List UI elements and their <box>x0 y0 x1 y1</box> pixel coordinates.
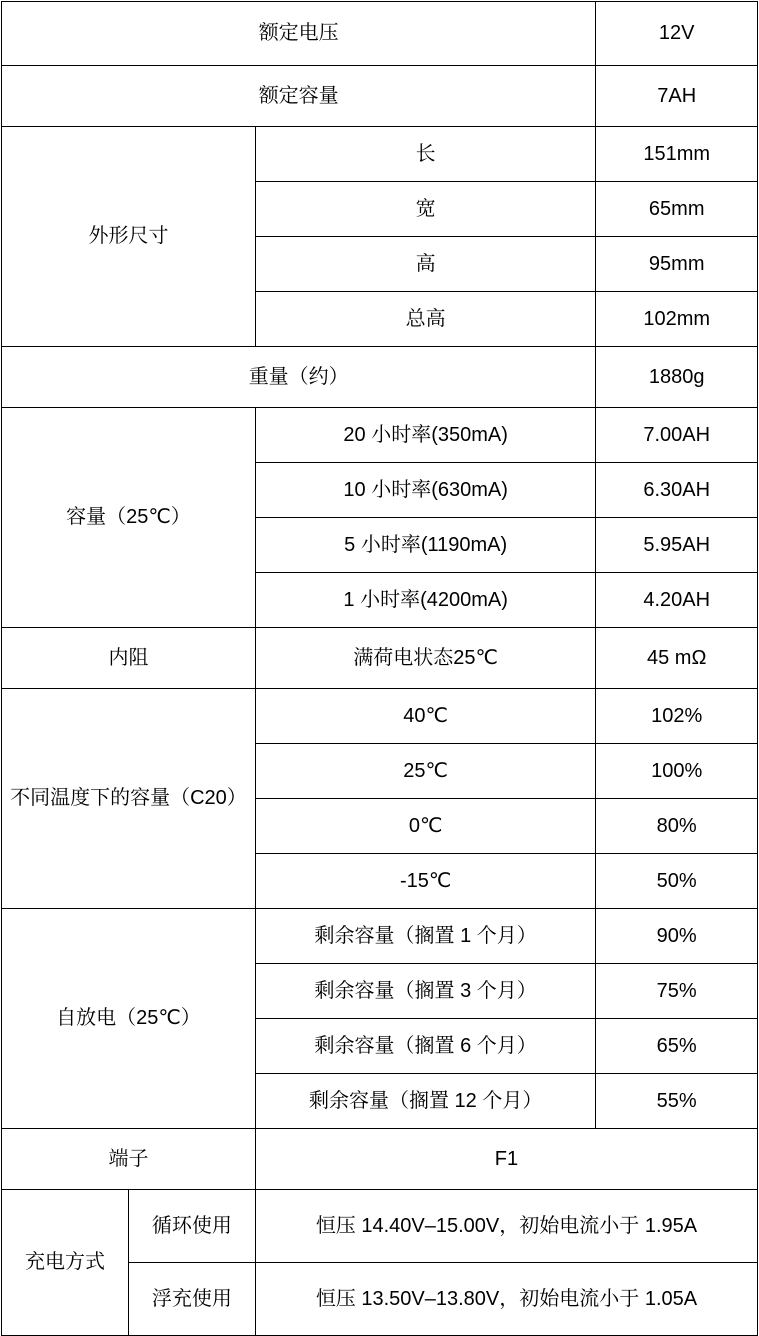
temperature-25c: 25℃ <box>255 744 595 799</box>
temperature-0c: 0℃ <box>255 799 595 854</box>
table-row <box>2 909 758 964</box>
battery-specification-table <box>1 1 758 1336</box>
self-discharge-6-months-value: 65% <box>596 1019 758 1074</box>
table-row <box>2 66 758 127</box>
dimension-name-height: 高 <box>255 237 595 292</box>
capacity-value-1h: 4.20AH <box>596 573 758 628</box>
table-row <box>2 347 758 408</box>
row-label-terminal: 端子 <box>2 1129 256 1190</box>
dimension-name-length: 长 <box>255 127 595 182</box>
temperature-40c: 40℃ <box>255 689 595 744</box>
capacity-rate-20h: 20 小时率(350mA) <box>255 408 595 463</box>
dimension-name-width: 宽 <box>255 182 595 237</box>
charging-mode-float-use: 浮充使用 <box>128 1263 255 1336</box>
row-label-rated-capacity: 额定容量 <box>2 66 596 127</box>
row-label-dimensions: 外形尺寸 <box>2 127 256 347</box>
temperature-40c-value: 102% <box>596 689 758 744</box>
temperature-0c-value: 80% <box>596 799 758 854</box>
table-row <box>2 628 758 689</box>
self-discharge-12-months: 剩余容量（搁置 12 个月） <box>255 1074 595 1129</box>
table-row <box>2 2 758 66</box>
row-label-self-discharge: 自放电（25℃） <box>2 909 256 1129</box>
row-value-rated-voltage: 12V <box>596 2 758 66</box>
row-label-rated-voltage: 额定电压 <box>2 2 596 66</box>
temperature-minus15c-value: 50% <box>596 854 758 909</box>
row-label-charging-method: 充电方式 <box>2 1190 129 1336</box>
temperature-minus15c: -15℃ <box>255 854 595 909</box>
row-label-internal-resistance: 内阻 <box>2 628 256 689</box>
dimension-value-width: 65mm <box>596 182 758 237</box>
charging-spec-cycle-use: 恒压 14.40V–15.00V，初始电流小于 1.95A <box>255 1190 757 1263</box>
row-label-weight: 重量（约） <box>2 347 596 408</box>
self-discharge-12-months-value: 55% <box>596 1074 758 1129</box>
row-value-weight: 1880g <box>596 347 758 408</box>
self-discharge-6-months: 剩余容量（搁置 6 个月） <box>255 1019 595 1074</box>
table-row <box>2 408 758 463</box>
charging-spec-float-use: 恒压 13.50V–13.80V，初始电流小于 1.05A <box>255 1263 757 1336</box>
charging-mode-cycle-use: 循环使用 <box>128 1190 255 1263</box>
capacity-value-5h: 5.95AH <box>596 518 758 573</box>
capacity-rate-1h: 1 小时率(4200mA) <box>255 573 595 628</box>
dimension-value-length: 151mm <box>596 127 758 182</box>
temperature-25c-value: 100% <box>596 744 758 799</box>
internal-resistance-condition: 满荷电状态25℃ <box>255 628 595 689</box>
row-value-rated-capacity: 7AH <box>596 66 758 127</box>
row-label-capacity-vs-temperature: 不同温度下的容量（C20） <box>2 689 256 909</box>
internal-resistance-value: 45 mΩ <box>596 628 758 689</box>
row-label-capacity-25c: 容量（25℃） <box>2 408 256 628</box>
capacity-rate-5h: 5 小时率(1190mA) <box>255 518 595 573</box>
dimension-value-total-height: 102mm <box>596 292 758 347</box>
row-value-terminal: F1 <box>255 1129 757 1190</box>
self-discharge-1-month: 剩余容量（搁置 1 个月） <box>255 909 595 964</box>
self-discharge-3-months: 剩余容量（搁置 3 个月） <box>255 964 595 1019</box>
table-row <box>2 127 758 182</box>
dimension-value-height: 95mm <box>596 237 758 292</box>
table-row <box>2 689 758 744</box>
self-discharge-3-months-value: 75% <box>596 964 758 1019</box>
capacity-value-10h: 6.30AH <box>596 463 758 518</box>
capacity-rate-10h: 10 小时率(630mA) <box>255 463 595 518</box>
self-discharge-1-month-value: 90% <box>596 909 758 964</box>
table-row <box>2 1129 758 1190</box>
dimension-name-total-height: 总高 <box>255 292 595 347</box>
capacity-value-20h: 7.00AH <box>596 408 758 463</box>
table-row <box>2 1190 758 1263</box>
